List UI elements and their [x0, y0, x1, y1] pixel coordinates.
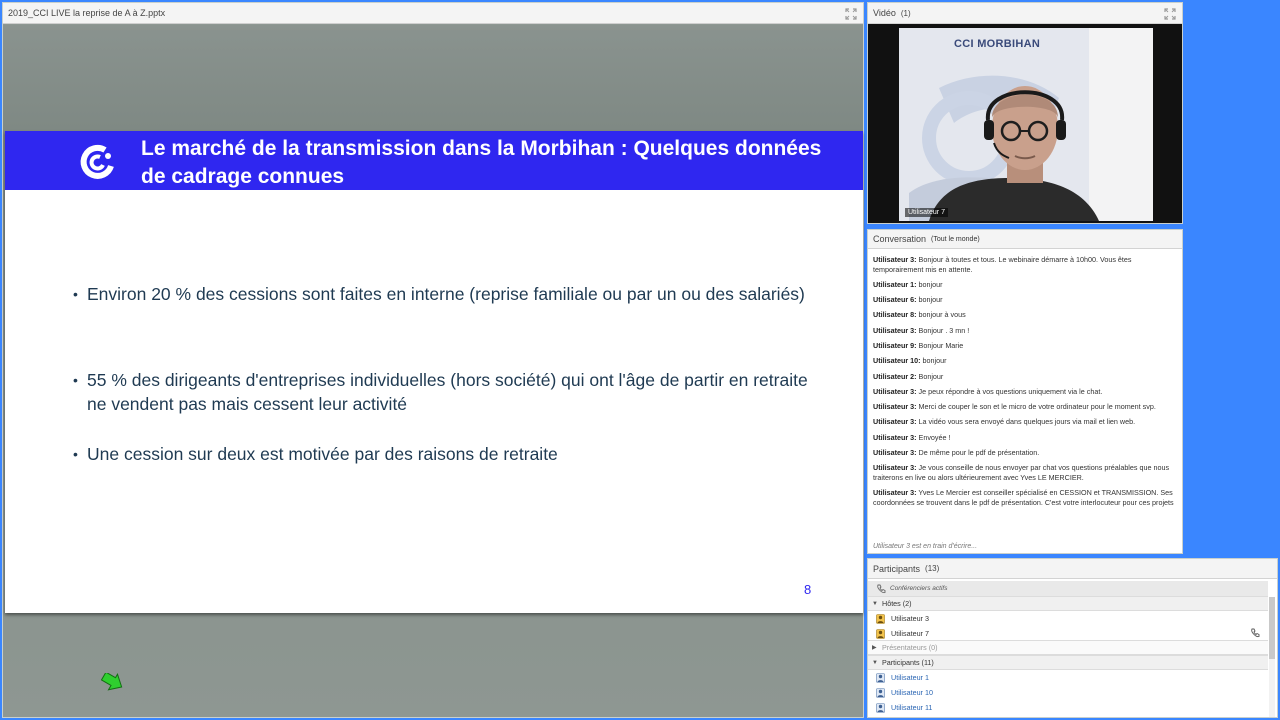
group-hosts[interactable] — [868, 596, 1268, 611]
bullet-text: 55 % des dirigeants d'entreprises individuelles (hors société) qui ont l'âge de partir en retraite ne vendent pas mais cessent leur activité — [87, 370, 808, 414]
background-sign: CCI MORBIHAN — [954, 38, 1041, 50]
share-stage — [3, 25, 863, 717]
chat-pod-title: Conversation — [873, 234, 927, 244]
bullet-marker: • — [73, 372, 78, 388]
maximize-icon[interactable] — [1164, 8, 1176, 20]
slide-bullet — [73, 368, 823, 416]
chat-text: Yves Le Mercier est conseiller spécialisé en CESSION et TRANSMISSION. Ses coordonnées se trouvent dans le pdf de présentation. C'est votre interlocuteur pour ces projets — [873, 488, 1174, 507]
chat-text: Bonjour Marie — [918, 341, 964, 350]
chat-author: Utilisateur 3: — [873, 447, 917, 457]
chat-author: Utilisateur 3: — [873, 402, 917, 412]
attendee-row[interactable] — [868, 626, 1268, 641]
chat-message — [873, 255, 1179, 274]
chat-message — [873, 387, 1179, 397]
chat-text: Bonjour — [918, 371, 944, 381]
chat-message — [873, 463, 1179, 482]
attendee-pod — [867, 558, 1278, 718]
attendee-row[interactable] — [868, 611, 1268, 626]
caret-right-icon: ▶ — [872, 645, 877, 651]
chat-message — [873, 356, 1179, 366]
share-file-title: 2019_CCI LIVE la reprise de A à Z.pptx — [8, 8, 166, 18]
chat-text: Merci de couper le son et le micro de votre ordinateur pour le moment svp. — [918, 402, 1156, 412]
chat-message — [873, 341, 1179, 351]
slide-bullet — [73, 442, 823, 466]
slide-title-banner — [5, 131, 863, 190]
chat-message — [873, 295, 1179, 305]
chat-text: bonjour — [922, 356, 947, 366]
video-pod-header — [868, 3, 1182, 24]
bullet-text: Environ 20 % des cessions sont faites en interne (reprise familiale ou par un ou des salariés) — [87, 284, 805, 304]
chat-pod — [867, 229, 1183, 554]
participant-user-icon — [876, 673, 885, 683]
bullet-marker: • — [73, 286, 78, 302]
slide-bullet — [73, 282, 823, 306]
attendee-pod-title: Participants — [873, 563, 921, 574]
attendee-name: Utilisateur 11 — [891, 703, 933, 712]
chat-message — [873, 448, 1179, 458]
chat-author: Utilisateur 8: — [873, 310, 917, 320]
video-area — [868, 24, 1182, 223]
video-count: (1) — [900, 8, 911, 18]
chat-author: Utilisateur 6: — [873, 295, 917, 305]
chat-author: Utilisateur 1: — [873, 279, 917, 289]
chat-text: bonjour à vous — [918, 310, 966, 320]
chat-audience-tab[interactable]: (Tout le monde) — [931, 235, 980, 243]
maximize-icon[interactable] — [845, 8, 857, 20]
chat-author: Utilisateur 3: — [873, 488, 917, 498]
attendee-row[interactable] — [868, 685, 1268, 700]
video-pod — [867, 2, 1183, 224]
chat-text: Envoyée ! — [918, 432, 951, 442]
slide-title: Le marché de la transmission dans la Morbihan : Quelques données de cadrage connues — [141, 137, 822, 188]
attendee-name: Utilisateur 1 — [891, 673, 929, 682]
chat-text: De même pour le pdf de présentation. — [918, 447, 1040, 457]
host-user-icon — [876, 629, 885, 639]
chat-author: Utilisateur 2: — [873, 371, 917, 381]
chat-text: Bonjour . 3 mn ! — [918, 325, 970, 335]
pointer-arrow-icon — [101, 673, 125, 691]
video-speaker-label: Utilisateur 7 — [905, 208, 948, 217]
chat-author: Utilisateur 3: — [873, 417, 917, 427]
active-speakers-bar[interactable] — [868, 581, 1268, 596]
participant-user-icon — [876, 688, 885, 698]
chat-text: La vidéo vous sera envoyé dans quelques jours via mail et lien web. — [918, 417, 1136, 427]
attendee-name: Utilisateur 3 — [891, 614, 929, 623]
attendee-row[interactable] — [868, 670, 1268, 685]
chat-text: Bonjour à toutes et tous. Le webinaire démarre à 10h00. Vous êtes temporairement mis en attente. — [873, 255, 1132, 274]
group-participants[interactable] — [868, 655, 1268, 670]
host-user-icon — [876, 614, 885, 624]
share-pod — [2, 2, 864, 718]
active-speakers-label: Conférenciers actifs — [890, 585, 948, 592]
chat-author: Utilisateur 3: — [873, 432, 917, 442]
share-pod-header — [3, 3, 863, 24]
typing-indicator: Utilisateur 3 est en train d'écrire... — [873, 543, 978, 550]
chat-message-list — [873, 255, 1179, 513]
chat-message — [873, 402, 1179, 412]
chat-text: Je peux répondre à vos questions uniquement via le chat. — [918, 386, 1103, 396]
cci-logo-icon — [78, 141, 118, 181]
participant-user-icon — [876, 703, 885, 713]
chat-author: Utilisateur 9: — [873, 341, 917, 350]
slide-page-number: 8 — [804, 582, 812, 597]
chat-author: Utilisateur 3: — [873, 386, 917, 396]
group-presenters-label: Présentateurs (0) — [882, 643, 938, 652]
chat-author: Utilisateur 10: — [873, 356, 921, 366]
presentation-slide — [5, 131, 863, 613]
chat-message — [873, 488, 1179, 507]
bullet-marker: • — [73, 446, 78, 462]
chat-author: Utilisateur 3: — [873, 463, 917, 473]
video-pod-title: Vidéo — [873, 8, 896, 18]
attendee-name: Utilisateur 7 — [891, 629, 929, 638]
chat-message — [873, 417, 1179, 427]
attendee-row[interactable] — [868, 700, 1268, 715]
chat-text: bonjour — [918, 279, 943, 289]
group-presenters[interactable] — [868, 640, 1268, 655]
attendee-scroll-thumb[interactable] — [1269, 597, 1275, 659]
chat-author: Utilisateur 3: — [873, 255, 917, 264]
group-hosts-label: Hôtes (2) — [882, 599, 912, 608]
bullet-text: Une cession sur deux est motivée par des raisons de retraite — [87, 444, 558, 464]
attendee-pod-header — [868, 559, 1277, 579]
chat-pod-header — [868, 230, 1182, 249]
webcam-feed[interactable] — [899, 28, 1153, 221]
chat-message — [873, 326, 1179, 336]
caret-down-icon: ▼ — [872, 659, 878, 666]
group-participants-label: Participants (11) — [882, 658, 934, 667]
phone-icon — [876, 584, 886, 594]
chat-message — [873, 372, 1179, 382]
speaker-video-image — [899, 28, 1153, 221]
attendee-name: Utilisateur 10 — [891, 688, 933, 697]
attendee-count: (13) — [925, 564, 940, 573]
chat-message — [873, 433, 1179, 443]
chat-text: Je vous conseille de nous envoyer par chat vos questions préalables que nous traiterons en live ou alors ultérieurement avec Yves LE MERCIER. — [873, 463, 1170, 482]
phone-active-icon — [1250, 628, 1260, 638]
caret-down-icon: ▼ — [872, 600, 878, 607]
chat-message — [873, 310, 1179, 320]
chat-author: Utilisateur 3: — [873, 325, 917, 335]
chat-text: bonjour — [918, 295, 943, 305]
chat-message — [873, 280, 1179, 290]
